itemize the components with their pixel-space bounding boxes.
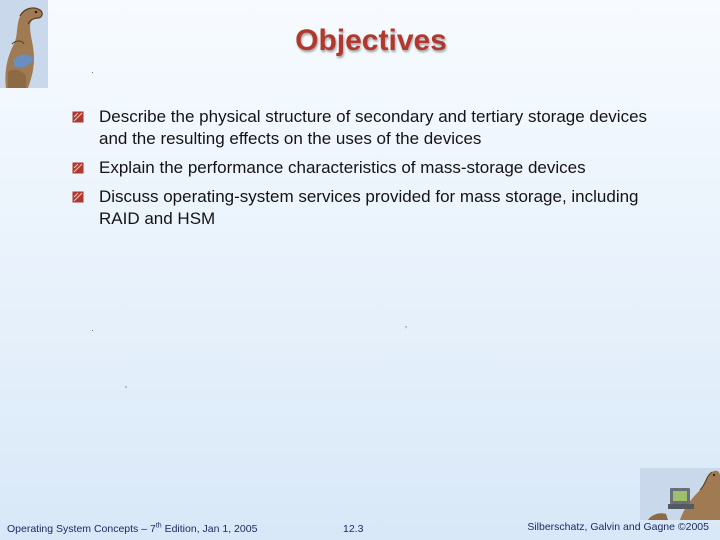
bullet-text: Describe the physical structure of secondary and tertiary storage devices and the resulting effects on the uses of the devices — [99, 107, 648, 148]
square-bullet-icon — [72, 162, 84, 174]
dinosaur-computer-logo-icon — [640, 468, 720, 520]
square-bullet-icon — [72, 111, 84, 123]
square-bullet-icon — [72, 191, 84, 203]
slide-title: Objectives — [295, 24, 447, 57]
decorative-speck: · — [91, 325, 94, 335]
bullet-text: Explain the performance characteristics of mass-storage devices — [99, 158, 586, 177]
bullet-item — [72, 106, 672, 150]
decorative-speck: ʼ — [125, 385, 127, 395]
footer-copyright: Silberschatz, Galvin and Gagne ©2005 — [527, 521, 709, 533]
footer-book-title: Operating System Concepts – 7th Edition, Jan 1, 2005 — [7, 522, 258, 535]
bullet-item — [72, 186, 672, 230]
decorative-speck: ʼ — [405, 325, 407, 335]
decorative-speck: · — [91, 67, 94, 77]
footer-page-number: 12.3 — [343, 523, 364, 535]
bullet-item — [72, 157, 672, 179]
bullet-list — [72, 106, 672, 237]
bullet-text: Discuss operating-system services provided for mass storage, including RAID and HSM — [99, 187, 639, 228]
